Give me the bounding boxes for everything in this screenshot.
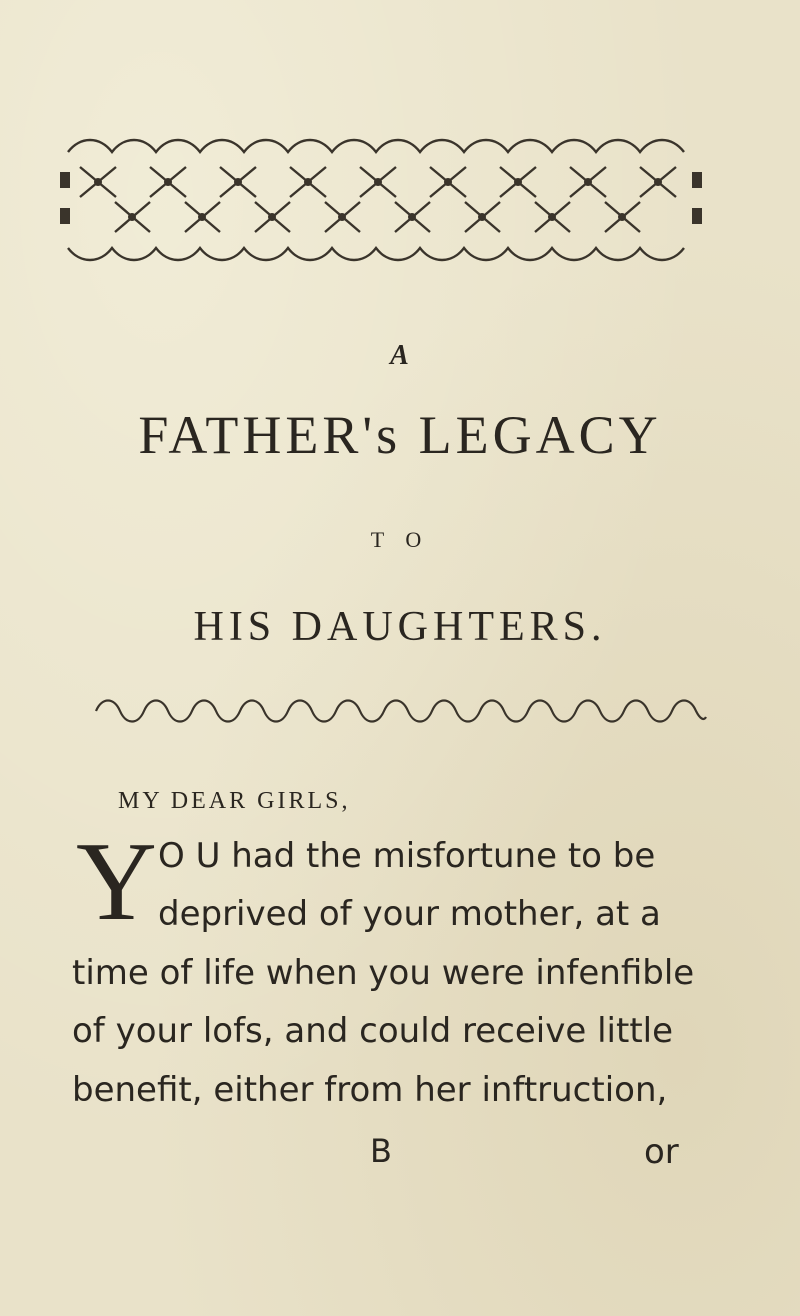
body-line: deprived of your mother, at a [158,894,661,934]
book-subtitle: HIS DAUGHTERS. [193,604,607,650]
title-article: A [390,340,410,371]
body-line: O U had the misfortune to be [158,836,656,876]
title-connector: T O [370,527,430,552]
drop-cap: Y [76,820,157,944]
salutation: MY DEAR GIRLS, [118,788,351,814]
ornament-band-top [60,122,708,282]
body-line: of your lofs, and could receive little [72,1011,674,1051]
book-title: FATHER's LEGACY [138,405,662,465]
signature-mark: B [370,1132,392,1170]
body-line: time of life when you were infenfible [72,953,695,993]
body-line: benefit, either from her inftruction, [72,1070,668,1110]
ornament-rule [92,687,710,735]
catchword: or [644,1132,679,1172]
